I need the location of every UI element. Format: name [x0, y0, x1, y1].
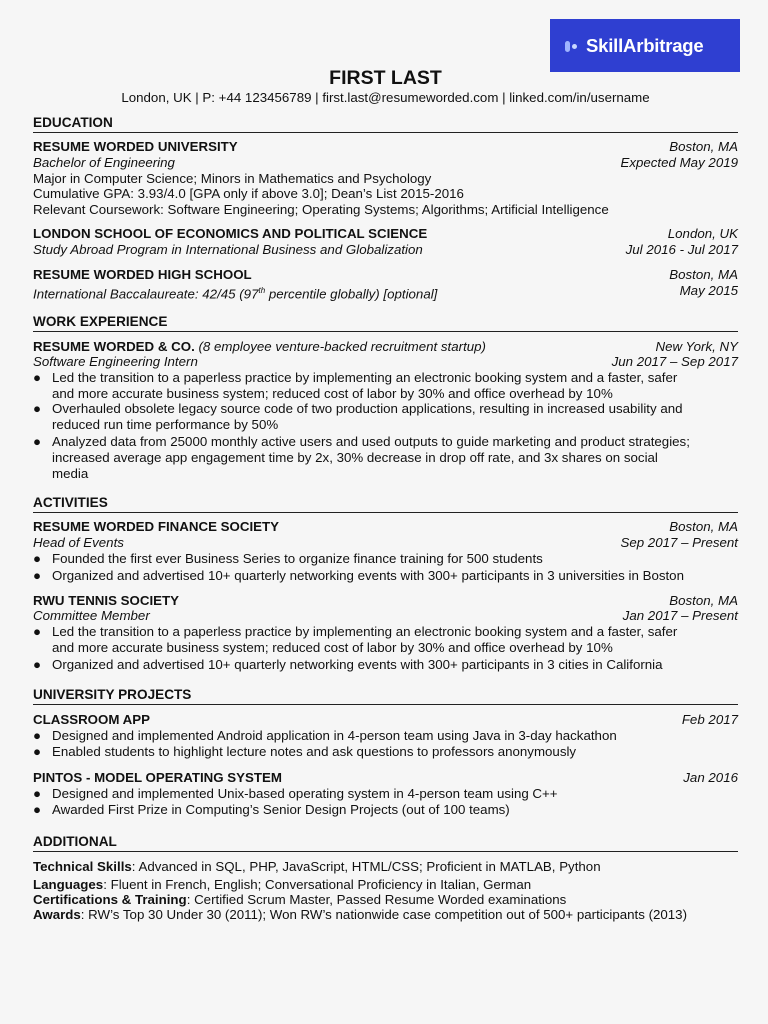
bullet-item — [33, 786, 738, 802]
program-date: Jul 2016 - Jul 2017 — [625, 242, 738, 257]
project-entry-header — [33, 770, 738, 786]
bullet-icon: ● — [33, 434, 42, 449]
additional-item — [33, 859, 738, 875]
project-name: CLASSROOM APP — [33, 712, 150, 727]
section-divider — [33, 851, 738, 852]
additional-item — [33, 907, 738, 923]
bullet-icon: ● — [33, 744, 42, 759]
institution-name: RESUME WORDED HIGH SCHOOL — [33, 267, 252, 282]
activity-entry-header — [33, 593, 738, 609]
program: Study Abroad Program in International Business and Globalization — [33, 242, 423, 257]
organization-name: RWU TENNIS SOCIETY — [33, 593, 180, 608]
education-detail — [33, 171, 738, 187]
item-label: Awards — [33, 907, 81, 922]
additional-heading — [33, 833, 738, 852]
work-heading — [33, 313, 738, 332]
activity-entry-subheader — [33, 535, 738, 551]
bullet-icon: ● — [33, 568, 42, 583]
section-title: ADDITIONAL — [33, 834, 117, 849]
section-title: UNIVERSITY PROJECTS — [33, 687, 192, 702]
job-dates: Jun 2017 – Sep 2017 — [611, 354, 738, 369]
activity-entry-subheader — [33, 608, 738, 624]
organization-location: Boston, MA — [669, 593, 738, 608]
item-text: : RW’s Top 30 Under 30 (2011); Won RW’s nationwide case competition out of 500+ participants (2013) — [80, 907, 688, 922]
activities-heading — [33, 494, 738, 513]
bullet-icon: ● — [33, 657, 42, 672]
education-entry-header — [33, 226, 738, 242]
bullet-item — [33, 434, 738, 482]
item-text: : Advanced in SQL, PHP, JavaScript, HTML/CSS; Proficient in MATLAB, Python — [131, 859, 601, 874]
bullet-text: Overhauled obsolete legacy source code of two production applications, resulting in increased usability and reduced run time performance by 50% — [52, 401, 683, 432]
bullet-icon: ● — [33, 624, 42, 639]
education-entry-header — [33, 139, 738, 155]
education-entry-subheader — [33, 283, 738, 302]
bullet-text: Designed and implemented Unix-based operating system in 4-person team using C++ — [52, 786, 558, 801]
item-label: Languages — [33, 877, 104, 892]
section-divider — [33, 512, 738, 513]
bullet-text: Led the transition to a paperless practice by implementing an electronic booking system and a faster, safer and more accurate business system; reduced cost of labor by 30% and office overhead by 10% — [52, 370, 678, 401]
education-detail — [33, 202, 738, 218]
detail-text: Major in Computer Science; Minors in Mathematics and Psychology — [33, 171, 432, 186]
section-divider — [33, 331, 738, 332]
institution-location: Boston, MA — [669, 267, 738, 282]
bullet-icon: ● — [33, 401, 42, 416]
section-divider — [33, 704, 738, 705]
bullet-text: Awarded First Prize in Computing’s Senior Design Projects (out of 100 teams) — [52, 802, 510, 817]
job-title: Software Engineering Intern — [33, 354, 198, 369]
additional-item — [33, 877, 738, 893]
education-entry-subheader — [33, 155, 738, 171]
bullet-item — [33, 744, 738, 760]
education-entry-header — [33, 267, 738, 283]
bullet-text: Analyzed data from 25000 monthly active users and used outputs to guide marketing and product strategies; increased average app engagement time by 2x, 30% decrease in drop off rate, and 3x shares on social media — [52, 434, 690, 481]
bullet-text: Enabled students to highlight lecture notes and ask questions to professors anonymously — [52, 744, 577, 759]
organization-name: RESUME WORDED FINANCE SOCIETY — [33, 519, 280, 534]
bullet-item — [33, 657, 738, 673]
project-date: Jan 2016 — [683, 770, 738, 785]
education-detail — [33, 186, 738, 202]
bullet-icon: ● — [33, 728, 42, 743]
item-label: Technical Skills — [33, 859, 132, 874]
bullet-icon: ● — [33, 551, 42, 566]
project-date: Feb 2017 — [681, 712, 738, 727]
bullet-item — [33, 802, 738, 818]
degree-date: Expected May 2019 — [620, 155, 738, 170]
detail-text: Cumulative GPA: 3.93/4.0 [GPA only if above 3.0]; Dean’s List 2015-2016 — [33, 186, 464, 201]
bullet-item — [33, 568, 738, 584]
education-heading — [33, 114, 738, 133]
bullet-text: Organized and advertised 10+ quarterly networking events with 300+ participants in 3 cities in California — [52, 657, 663, 672]
activity-dates: Jan 2017 – Present — [622, 608, 738, 623]
work-entry-subheader — [33, 354, 738, 370]
activity-role: Committee Member — [33, 608, 150, 623]
ib-date: May 2015 — [679, 283, 738, 298]
activity-entry-header — [33, 519, 738, 535]
company: RESUME WORDED & CO. (8 employee venture-backed recruitment startup) — [33, 339, 486, 354]
bullet-text: Led the transition to a paperless practice by implementing an electronic booking system and a faster, safer and more accurate business system; reduced cost of labor by 30% and office overhead by 10% — [52, 624, 678, 655]
organization-location: Boston, MA — [669, 519, 738, 534]
contact-line: London, UK | P: +44 123456789 | first.last@resumeworded.com | linked.com/in/username — [121, 90, 650, 105]
bullet-icon: ● — [33, 802, 42, 817]
item-text: : Fluent in French, English; Conversational Proficiency in Italian, German — [103, 877, 532, 892]
badge-label: SkillArbitrage — [586, 34, 704, 56]
skillarbitrage-badge[interactable] — [550, 19, 740, 72]
projects-heading — [33, 686, 738, 705]
institution-location: London, UK — [667, 226, 738, 241]
section-divider — [33, 132, 738, 133]
item-text: : Certified Scrum Master, Passed Resume Worded examinations — [186, 892, 567, 907]
additional-item — [33, 892, 738, 908]
institution-name: LONDON SCHOOL OF ECONOMICS AND POLITICAL SCIENCE — [33, 226, 428, 241]
detail-text: Relevant Coursework: Software Engineering; Operating Systems; Algorithms; Artificial Intelligence — [33, 202, 609, 217]
activity-role: Head of Events — [33, 535, 124, 550]
bullet-item — [33, 551, 738, 567]
resume-name: FIRST LAST — [329, 67, 442, 89]
bullet-item — [33, 728, 738, 744]
section-title: EDUCATION — [33, 115, 113, 130]
bullet-item — [33, 624, 738, 656]
project-entry-header — [33, 712, 738, 728]
bullet-icon: ● — [33, 786, 42, 801]
bullet-text: Organized and advertised 10+ quarterly networking events with 300+ participants in 3 universities in Boston — [52, 568, 684, 583]
skillarbitrage-logo-icon — [562, 36, 582, 56]
work-entry-header — [33, 339, 738, 355]
bullet-item — [33, 401, 738, 433]
degree: Bachelor of Engineering — [33, 155, 175, 170]
project-name: PINTOS - MODEL OPERATING SYSTEM — [33, 770, 282, 785]
item-label: Certifications & Training — [33, 892, 187, 907]
company-location: New York, NY — [655, 339, 738, 354]
activity-dates: Sep 2017 – Present — [620, 535, 738, 550]
section-title: ACTIVITIES — [33, 495, 108, 510]
institution-location: Boston, MA — [669, 139, 738, 154]
institution-name: RESUME WORDED UNIVERSITY — [33, 139, 238, 154]
bullet-item — [33, 370, 738, 402]
bullet-text: Designed and implemented Android application in 4-person team using Java in 3-day hackathon — [52, 728, 617, 743]
ib-score: International Baccalaureate: 42/45 (97th percentile globally) [optional] — [33, 286, 438, 302]
education-entry-subheader — [33, 242, 738, 258]
bullet-icon: ● — [33, 370, 42, 385]
section-title: WORK EXPERIENCE — [33, 314, 168, 329]
bullet-text: Founded the first ever Business Series to organize finance training for 500 students — [52, 551, 543, 566]
